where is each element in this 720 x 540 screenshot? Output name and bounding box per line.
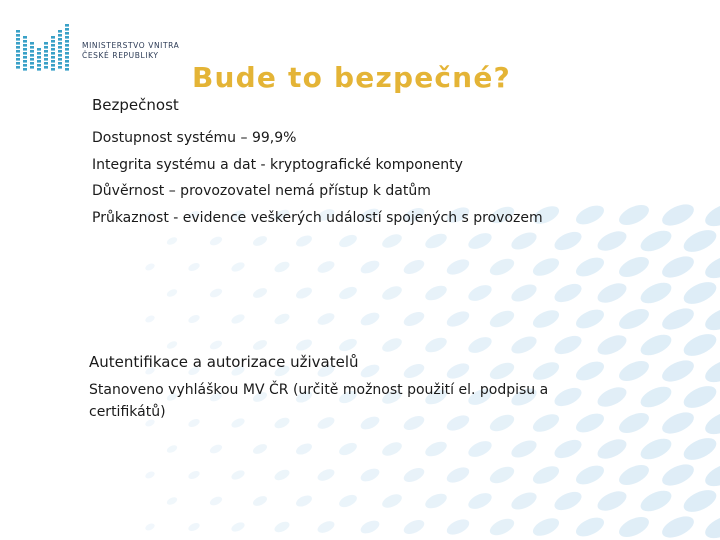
ministry-logo-text bbox=[82, 41, 179, 61]
slide-title: Bude to bezpečné? bbox=[192, 61, 511, 94]
logo-line-1: MINISTERSTVO VNITRA bbox=[82, 41, 180, 50]
ministry-logo bbox=[12, 22, 182, 72]
security-list bbox=[92, 125, 543, 231]
section-heading-authentication: Autentifikace a autorizace uživatelů bbox=[89, 353, 359, 371]
logo-line-2: ČESKÉ REPUBLIKY bbox=[82, 51, 159, 60]
authentication-paragraph: Stanoveno vyhláškou MV ČR (určitě možnost použití el. podpisu a certifikátů) bbox=[89, 382, 549, 420]
security-line-confidentiality: Důvěrnost – provozovatel nemá přístup k datům bbox=[92, 183, 431, 199]
section-heading-security: Bezpečnost bbox=[92, 96, 179, 114]
security-line-integrity: Integrita systému a dat - kryptografické komponenty bbox=[92, 156, 463, 173]
security-line-availability: Dostupnost systému – 99,9% bbox=[92, 130, 297, 146]
security-line-accountability: Průkaznost - evidence veškerých událostí spojených s provozem bbox=[92, 209, 543, 226]
ministry-logo-mark-icon bbox=[12, 22, 76, 72]
